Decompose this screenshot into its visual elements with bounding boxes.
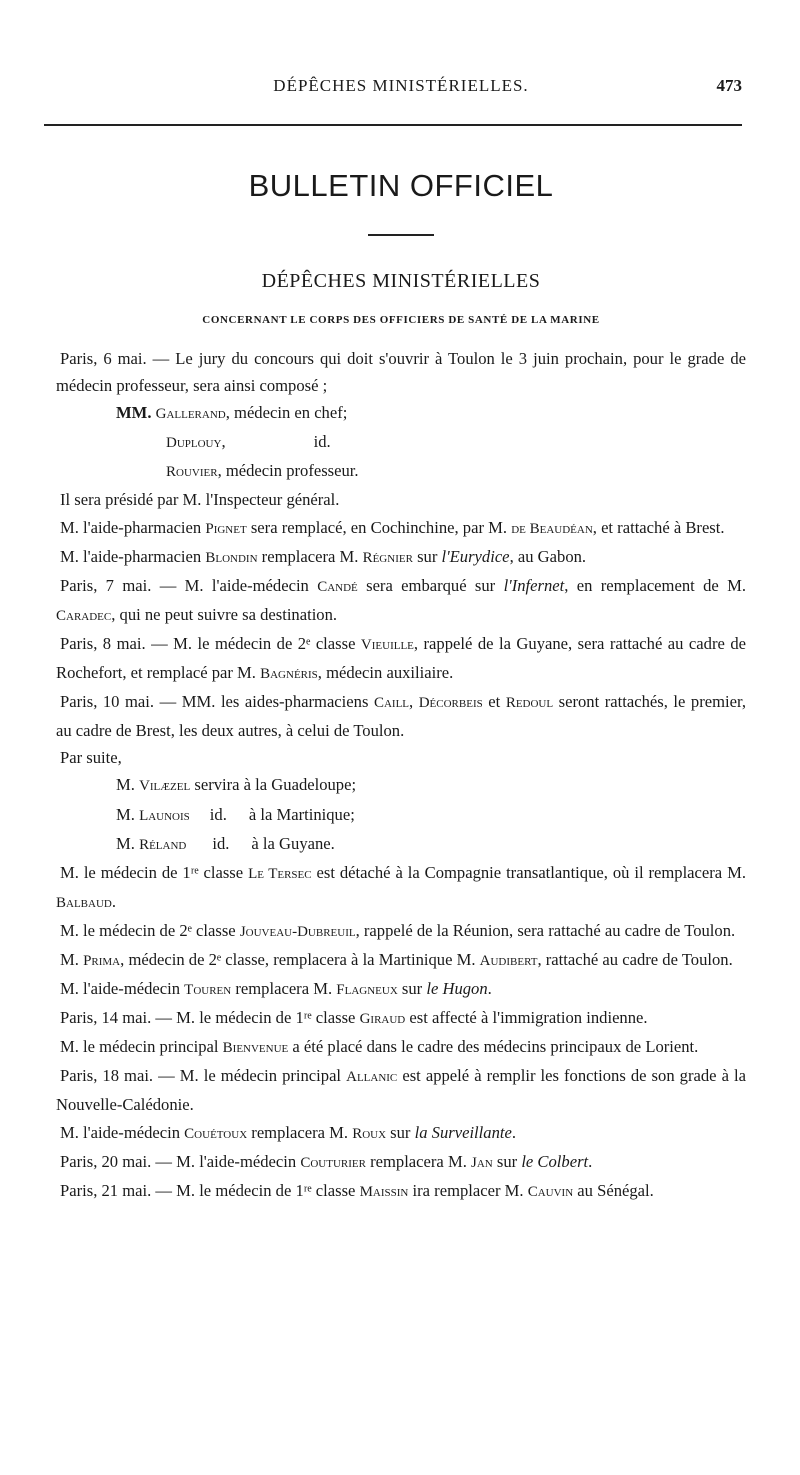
person-name: Pignet — [205, 520, 247, 537]
text: servira à la Guadeloupe; — [190, 775, 357, 795]
running-header — [56, 76, 746, 100]
text: , rappelé de la Réunion, sera rattaché au cadre de Toulon. — [355, 920, 736, 940]
text: Paris, 21 mai. — M. le médecin de 1ʳᵉ classe — [60, 1180, 360, 1200]
text: sera remplacé, en Cochinchine, par M. — [246, 517, 512, 537]
paragraph — [56, 975, 746, 1004]
text: remplacera M. — [365, 1151, 471, 1171]
text: , médecin professeur. — [217, 461, 359, 481]
text: M. — [116, 833, 140, 853]
jury-line-2 — [56, 428, 746, 457]
text: et — [482, 692, 506, 712]
section-title: DÉPÊCHES MINISTÉRIELLES — [261, 270, 541, 292]
person-name: Flagneux — [336, 982, 398, 999]
person-name: Candé — [317, 578, 358, 595]
person-name: Décorbeis — [418, 695, 483, 712]
text: Paris, 7 mai. — M. l'aide-médecin — [60, 575, 318, 595]
person-name: Giraud — [359, 1011, 406, 1028]
text: M. — [60, 949, 84, 969]
page-number: 473 — [716, 76, 742, 95]
person-name: Couturier — [300, 1154, 366, 1171]
person-name: Vieuille — [360, 636, 414, 653]
text: , — [409, 692, 419, 712]
person-name: Gallerand — [155, 406, 226, 423]
header-rule — [44, 124, 742, 126]
text: M. l'aide-pharmacien — [60, 546, 206, 566]
ship-name: l'Infernet — [503, 575, 565, 595]
person-name: Jan — [471, 1154, 493, 1171]
paragraph — [56, 1004, 746, 1033]
text: sur — [386, 1122, 415, 1142]
text: sur — [397, 979, 427, 999]
text: , au Gabon. — [509, 546, 587, 566]
assignment-line-3 — [56, 830, 746, 859]
text: est appelé à remplir les fonctions de son grade à la Nouvelle-Calédonie. — [56, 1066, 746, 1115]
person-name: Vilæzel — [139, 778, 191, 795]
text: Paris, 6 mai. — Le jury du concours qui doit s'ouvrir à Toulon le 3 juin prochain, pour le grade de médecin professeur, sera ainsi composé ; — [56, 349, 746, 396]
paragraph — [56, 1062, 746, 1118]
text: Paris, 8 mai. — M. le médecin de 2ᵉ classe — [60, 633, 361, 653]
paragraph — [56, 859, 746, 917]
person-name: Touren — [184, 982, 232, 999]
text: , rappelé de la Guyane, sera rattaché au cadre de Rochefort, et remplacé par M. — [56, 633, 746, 683]
paragraph — [56, 630, 746, 688]
person-name: Caill — [373, 695, 410, 712]
person-name: Rouvier — [166, 464, 218, 481]
text: . — [487, 979, 492, 999]
text: Paris, 20 mai. — M. l'aide-médecin — [60, 1151, 301, 1171]
text: Paris, 10 mai. — MM. les aides-pharmaciens — [60, 692, 374, 712]
person-name: Maissin — [359, 1183, 409, 1200]
ship-name: le Colbert — [521, 1151, 589, 1171]
paragraph — [56, 1177, 746, 1206]
person-name: Jouveau-Dubreuil — [239, 923, 356, 940]
text: , et rattaché à Brest. — [592, 517, 725, 537]
text: , médecin en chef; — [225, 403, 348, 423]
person-name: Caradec — [56, 607, 112, 624]
text: M. le médecin principal — [60, 1037, 223, 1057]
person-name: Réland — [139, 836, 187, 853]
text: Paris, 14 mai. — M. le médecin de 1ʳᵉ classe — [60, 1008, 360, 1028]
person-name: Prima — [83, 952, 121, 969]
document-body — [56, 345, 746, 1206]
text: M. l'aide-pharmacien — [60, 517, 206, 537]
text: remplacera M. — [247, 1122, 353, 1142]
paragraph — [56, 1119, 746, 1148]
text: M. — [116, 775, 140, 795]
ship-name: la Surveillante — [414, 1122, 512, 1142]
paragraph — [56, 688, 746, 744]
text: sur — [492, 1151, 522, 1171]
person-name: Bienvenue — [222, 1040, 289, 1057]
text: sur — [412, 546, 442, 566]
person-name: Audibert — [479, 952, 538, 969]
paragraph — [56, 946, 746, 975]
paragraph: Par suite, — [60, 748, 122, 768]
running-title: DÉPÊCHES MINISTÉRIELLES. — [273, 76, 529, 95]
text: est affecté à l'immigration indienne. — [405, 1008, 648, 1028]
person-name: de Beaudéan — [511, 520, 593, 537]
person-name: Blondin — [205, 549, 258, 566]
text: sera embarqué sur — [357, 575, 504, 595]
person-name: Balbaud — [56, 894, 112, 911]
text: au Sénégal. — [573, 1180, 654, 1200]
text: à la Martinique; — [248, 804, 355, 824]
paragraph — [56, 572, 746, 630]
text: remplacera M. — [257, 546, 363, 566]
text: id. — [313, 432, 331, 452]
text: M. l'aide-médecin — [60, 1122, 185, 1142]
text: . — [588, 1151, 593, 1171]
person-name: Duplouy — [166, 435, 222, 452]
text: seront rattachés, le premier, au cadre de Brest, les deux autres, à celui de Toulon. — [56, 692, 746, 741]
person-name: Cauvin — [527, 1183, 574, 1200]
text: M. — [116, 804, 140, 824]
paragraph — [56, 1033, 746, 1062]
text: a été placé dans le cadre des médecins principaux de Lorient. — [288, 1037, 699, 1057]
person-name: Couétoux — [184, 1125, 248, 1142]
bulletin-title: BULLETIN OFFICIEL — [248, 168, 554, 203]
text: , médecin auxiliaire. — [317, 663, 454, 683]
text: est détaché à la Compagnie transatlantique, où il remplacera M. — [311, 862, 746, 882]
person-name: Bagnéris — [260, 666, 318, 683]
text: MM. — [116, 403, 156, 423]
paragraph: Il sera présidé par M. l'Inspecteur général. — [60, 490, 340, 510]
text: M. le médecin de 1ʳᵉ classe — [60, 862, 249, 882]
text: Paris, 18 mai. — M. le médecin principal — [60, 1066, 347, 1086]
jury-line-3 — [56, 457, 746, 486]
paragraph — [56, 1148, 746, 1177]
paragraph — [56, 514, 746, 543]
text: M. l'aide-médecin — [60, 979, 185, 999]
text: , médecin de 2ᵉ classe, remplacera à la Martinique M. — [120, 949, 480, 969]
text: , — [221, 432, 226, 452]
person-name: Roux — [352, 1125, 387, 1142]
paragraph — [56, 917, 746, 946]
text: remplacera M. — [231, 979, 337, 999]
person-name: Le Tersec — [248, 865, 312, 882]
ship-name: l'Eurydice — [441, 546, 510, 566]
text: . — [111, 891, 116, 911]
text: . — [511, 1122, 517, 1142]
text: à la Guyane. — [251, 833, 335, 853]
person-name: Régnier — [362, 549, 413, 566]
paragraph-jury — [56, 345, 746, 399]
person-name: Launois — [139, 807, 190, 824]
text: , qui ne peut suivre sa destination. — [111, 604, 338, 624]
text: id. — [212, 833, 230, 853]
person-name: Redoul — [505, 695, 554, 712]
assignment-line-2 — [56, 801, 746, 830]
paragraph — [56, 543, 746, 572]
assignment-line-1 — [56, 771, 746, 800]
text: , en remplacement de M. — [564, 575, 746, 595]
section-subtitle: CONCERNANT LE CORPS DES OFFICIERS DE SANTÉ DE LA MARINE — [202, 314, 600, 326]
person-name: Allanic — [346, 1069, 398, 1086]
text: M. le médecin de 2ᵉ classe — [60, 920, 240, 940]
text: ira remplacer M. — [408, 1180, 528, 1200]
jury-line-1 — [56, 399, 746, 428]
text: id. — [209, 804, 227, 824]
text: , rattaché au cadre de Toulon. — [537, 949, 733, 969]
ship-name: le Hugon — [426, 979, 488, 999]
title-divider — [368, 234, 434, 236]
